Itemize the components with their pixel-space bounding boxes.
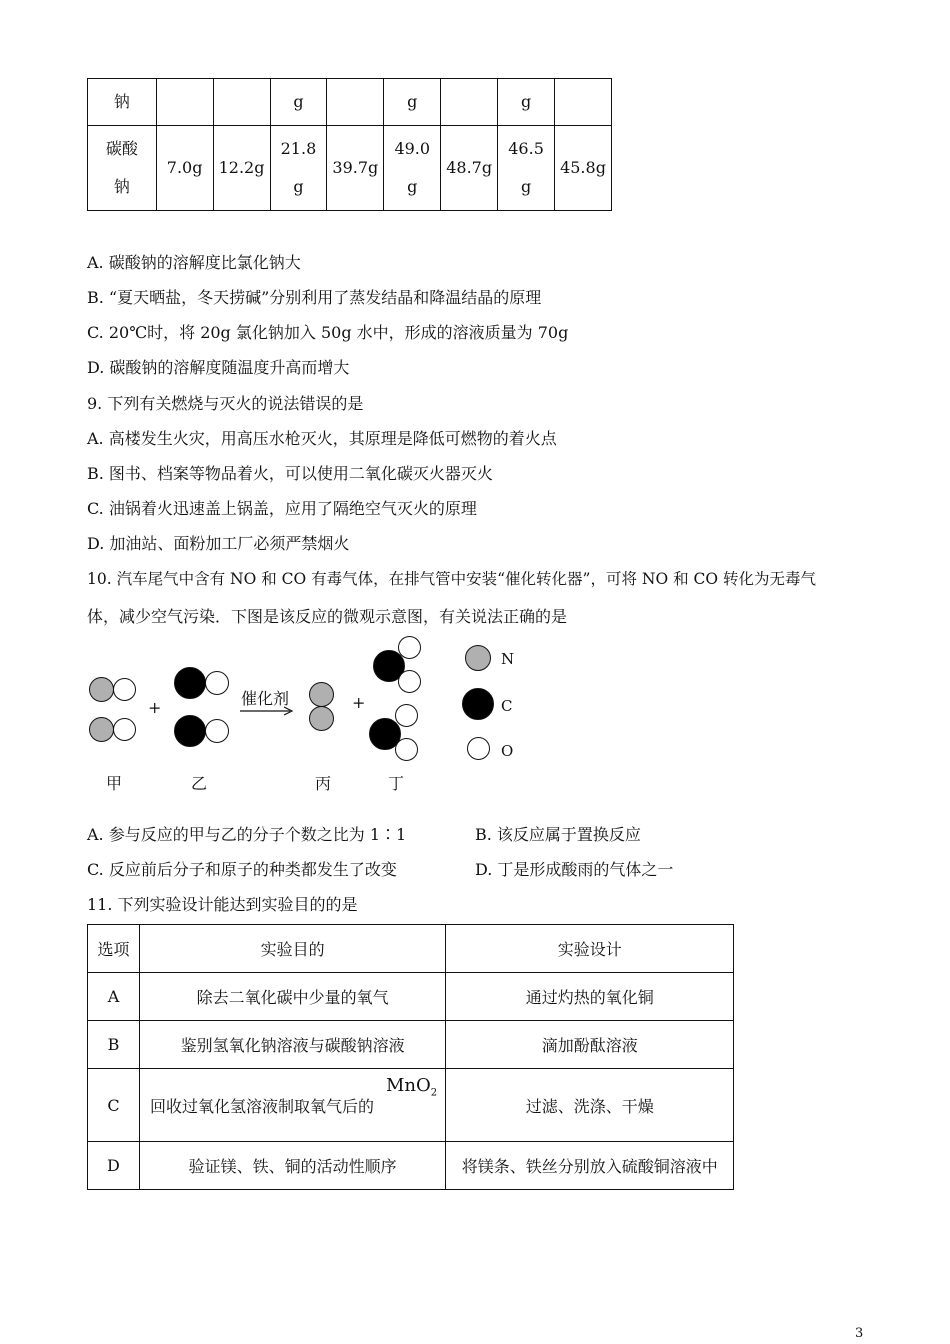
table-header-row (88, 925, 734, 973)
table-cell: 39.7g (327, 126, 384, 211)
purpose-cell: 验证镁、铁、铜的活动性顺序 (139, 1142, 446, 1190)
n-atom (89, 717, 114, 742)
table-row (88, 1069, 734, 1142)
reaction-arrow (240, 705, 296, 717)
o-atom (205, 719, 229, 743)
design-cell: 滴加酚酞溶液 (446, 1021, 734, 1069)
table-row (88, 79, 612, 126)
catalyst-label: 催化剂 (241, 689, 290, 708)
legend-n-label: N (501, 650, 515, 668)
q9-option-a: A. 高楼发生火灾，用高压水枪灭火，其原理是降低可燃物的着火点 (87, 429, 557, 448)
o-atom (113, 678, 136, 701)
q8-option-b: B. “夏天晒盐，冬天捞碱”分别利用了蒸发结晶和降温结晶的原理 (87, 288, 542, 307)
o-atom (205, 671, 229, 695)
page-number: 3 (855, 1326, 864, 1341)
q8-option-d: D. 碳酸钠的溶解度随温度升高而增大 (87, 358, 350, 377)
legend-n-symbol (465, 645, 491, 671)
table-cell (156, 79, 213, 126)
table-cell: 49.0 g (384, 126, 441, 211)
experiment-table (87, 924, 734, 1190)
table-cell: 12.2g (213, 126, 270, 211)
solubility-table (87, 78, 612, 211)
table-cell (555, 79, 612, 126)
o-atom (395, 738, 418, 761)
table-row (88, 973, 734, 1021)
q8-option-a: A. 碳酸钠的溶解度比氯化钠大 (87, 253, 301, 272)
q10-option-d: D. 丁是形成酸雨的气体之一 (475, 860, 674, 879)
q10-stem-line2: 体，减少空气污染．下图是该反应的微观示意图，有关说法正确的是 (87, 607, 568, 626)
q8-option-c: C. 20℃时，将 20g 氯化钠加入 50g 水中，形成的溶液质量为 70g (87, 323, 569, 342)
table-cell: 21.8 g (270, 126, 327, 211)
c-atom (174, 667, 206, 699)
mno2-formula: MnO$_2$ (385, 1075, 438, 1099)
legend-c-label: C (501, 697, 513, 715)
c-atom (174, 715, 206, 747)
legend-c-symbol (462, 688, 494, 720)
legend-o-symbol (467, 737, 490, 760)
o-atom (395, 704, 418, 727)
table-row (88, 1142, 734, 1190)
o-atom (113, 718, 136, 741)
label-ding: 丁 (388, 774, 405, 793)
row-label: 碳酸 钠 (88, 126, 157, 211)
table-row (88, 1021, 734, 1069)
q9-stem: 9. 下列有关燃烧与灭火的说法错误的是 (87, 394, 364, 413)
table-cell (213, 79, 270, 126)
legend-o-label: O (501, 742, 514, 760)
table-cell: g (498, 79, 555, 126)
option-cell: A (88, 973, 140, 1021)
design-cell: 过滤、洗涤、干燥 (446, 1069, 734, 1142)
plus-sign: + (148, 698, 162, 717)
q9-option-d: D. 加油站、面粉加工厂必须严禁烟火 (87, 534, 350, 553)
q10-stem-line1: 10. 汽车尾气中含有 NO 和 CO 有毒气体，在排气管中安装“催化转化器”，可将 NO 和 CO 转化为无毒气 (87, 570, 817, 588)
table-cell (441, 79, 498, 126)
n-atom (309, 706, 334, 731)
o-atom (398, 670, 421, 693)
purpose-cell: 回收过氧化氢溶液制取氧气后的 MnO$_2$ (139, 1069, 446, 1142)
label-bing: 丙 (315, 774, 332, 793)
table-cell: g (270, 79, 327, 126)
q9-option-b: B. 图书、档案等物品着火，可以使用二氧化碳灭火器灭火 (87, 464, 493, 483)
table-cell: 7.0g (156, 126, 213, 211)
purpose-cell: 鉴别氢氧化钠溶液与碳酸钠溶液 (139, 1021, 446, 1069)
design-cell: 将镁条、铁丝分别放入硫酸铜溶液中 (446, 1142, 734, 1190)
plus-sign: + (352, 693, 366, 712)
q11-stem: 11. 下列实验设计能达到实验目的的是 (87, 895, 358, 914)
q10-option-b: B. 该反应属于置换反应 (475, 825, 641, 844)
n-atom (89, 677, 114, 702)
header-design: 实验设计 (446, 925, 734, 973)
option-cell: C (88, 1069, 140, 1142)
table-cell (327, 79, 384, 126)
q10-option-c: C. 反应前后分子和原子的种类都发生了改变 (87, 860, 397, 879)
q9-option-c: C. 油锅着火迅速盖上锅盖，应用了隔绝空气灭火的原理 (87, 499, 477, 518)
design-cell: 通过灼热的氧化铜 (446, 973, 734, 1021)
header-option: 选项 (88, 925, 140, 973)
label-yi: 乙 (191, 774, 208, 793)
table-cell: g (384, 79, 441, 126)
header-purpose: 实验目的 (139, 925, 446, 973)
option-cell: B (88, 1021, 140, 1069)
table-cell: 48.7g (441, 126, 498, 211)
n-atom (309, 682, 334, 707)
q10-option-a: A. 参与反应的甲与乙的分子个数之比为 1∶1 (87, 825, 407, 844)
label-jia: 甲 (106, 774, 123, 793)
table-row (88, 126, 612, 211)
purpose-cell: 除去二氧化碳中少量的氧气 (139, 973, 446, 1021)
table-cell: 45.8g (555, 126, 612, 211)
row-label: 钠 (88, 79, 157, 126)
option-cell: D (88, 1142, 140, 1190)
table-cell: 46.5 g (498, 126, 555, 211)
